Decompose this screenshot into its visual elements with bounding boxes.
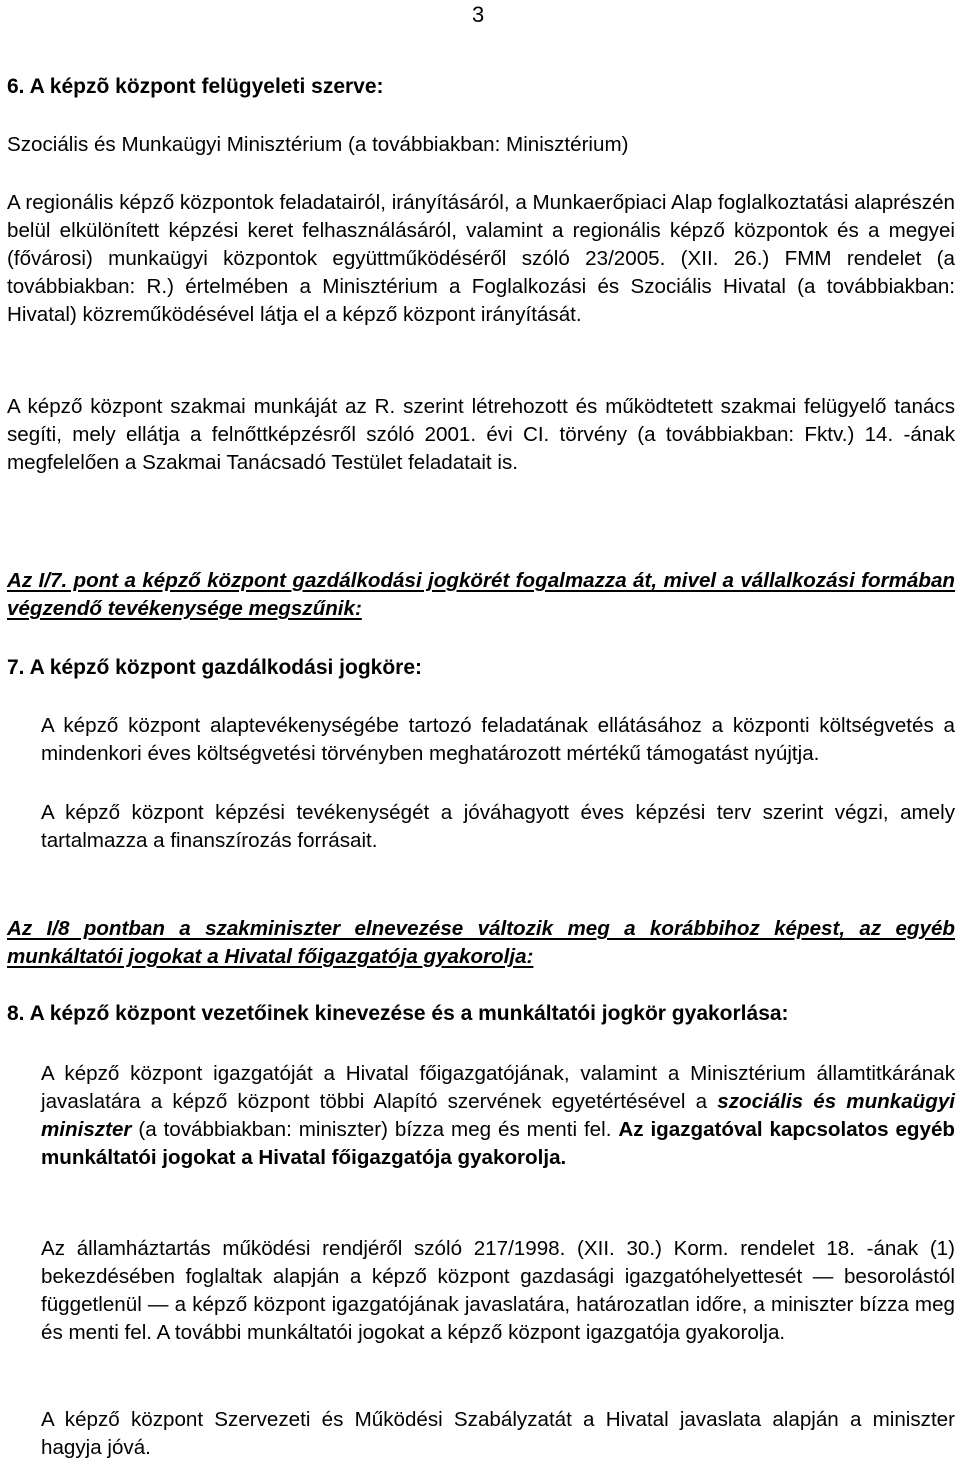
section-6-paragraph-2: A képző központ szakmai munkáját az R. szerint létrehozott és működtetett szakmai felügyelő tanács segíti, mely ellátja a felnőttképzésről szóló 2001. évi CI. törvény (a továbbiakban: Fktv.) 14. -ának megfelelően a Szakmai Tanácsadó Testület feladatait is.	[7, 395, 955, 474]
paragraph-text: (a továbbiakban: miniszter) bízza meg és menti fel.	[131, 1118, 619, 1141]
section-6-ministry-line: Szociális és Munkaügyi Minisztérium (a továbbiakban: Minisztérium)	[7, 133, 629, 156]
section-7-paragraph-2: A képző központ képzési tevékenységét a jóváhagyott éves képzési terv szerint végzi, amely tartalmazza a finanszírozás forrásait.	[41, 801, 955, 852]
page-number: 3	[472, 2, 485, 27]
section-8-paragraph-2: Az államháztartás működési rendjéről szóló 217/1998. (XII. 30.) Korm. rendelet 18. -ának (1) bekezdésében foglaltak alapján a képző központ gazdasági igazgatóhelyettesét — besorolástól függetlenül — a képző központ igazgatójának javaslatára, határozatlan időre, a miniszter bízza meg és menti fel. A további munkáltatói jogokat a képző központ igazgatója gyakorolja.	[41, 1237, 955, 1344]
section-7-paragraph-1: A képző központ alaptevékenységébe tartozó feladatának ellátásához a központi költségvetés a mindenkori éves költségvetési törvényben meghatározott mértékű támogatást nyújtja.	[41, 714, 955, 765]
director-rights-emphasis: Az igazgatóval kapcsolatos egyéb munkáltatói jogokat a Hivatal főigazgatója gyakorolja.	[41, 1118, 955, 1169]
section-8-heading: 8. A képző központ vezetőinek kinevezése és a munkáltatói jogkör gyakorlása:	[7, 1002, 789, 1025]
section-6-paragraph-1: A regionális képző központok feladatairól, irányításáról, a Munkaerőpiaci Alap foglalkoztatási alaprészén belül elkülönített képzési keret felhasználásáról, valamint a regionális képző központok és a megyei (fővárosi) munkaügyi központok együttműködéséről szóló 23/2005. (XII. 26.) FMM rendelet (a továbbiakban: R.) értelmében a Minisztérium a Foglalkozási és Szociális Hivatal (a továbbiakban: Hivatal) közreműködésével látja el a képző központ irányítását.	[7, 191, 955, 326]
section-8-paragraph-1	[41, 1060, 955, 1172]
amendment-note-i7: Az I/7. pont a képző központ gazdálkodási jogkörét fogalmazza át, mivel a vállalkozási formában végzendő tevékenysége megszűnik:	[7, 569, 955, 620]
section-7-heading: 7. A képző központ gazdálkodási jogköre:	[7, 656, 423, 679]
section-8-paragraph-3: A képző központ Szervezeti és Működési Szabályzatát a Hivatal javaslata alapján a miniszter hagyja jóvá.	[41, 1408, 955, 1459]
minister-title-emphasis: szociális és munkaügyi miniszter	[41, 1090, 955, 1141]
paragraph-text: A képző központ igazgatóját a Hivatal főigazgatójának, valamint a Minisztérium államtitkárának javaslatára a képző központ többi Alapító szervének egyetértésével a	[41, 1062, 955, 1113]
section-6-heading: 6. A képzõ központ felügyeleti szerve:	[7, 75, 384, 98]
amendment-note-i8: Az I/8 pontban a szakminiszter elnevezése változik meg a korábbihoz képest, az egyéb munkáltatói jogokat a Hivatal főigazgatója gyakorolja:	[7, 917, 955, 968]
